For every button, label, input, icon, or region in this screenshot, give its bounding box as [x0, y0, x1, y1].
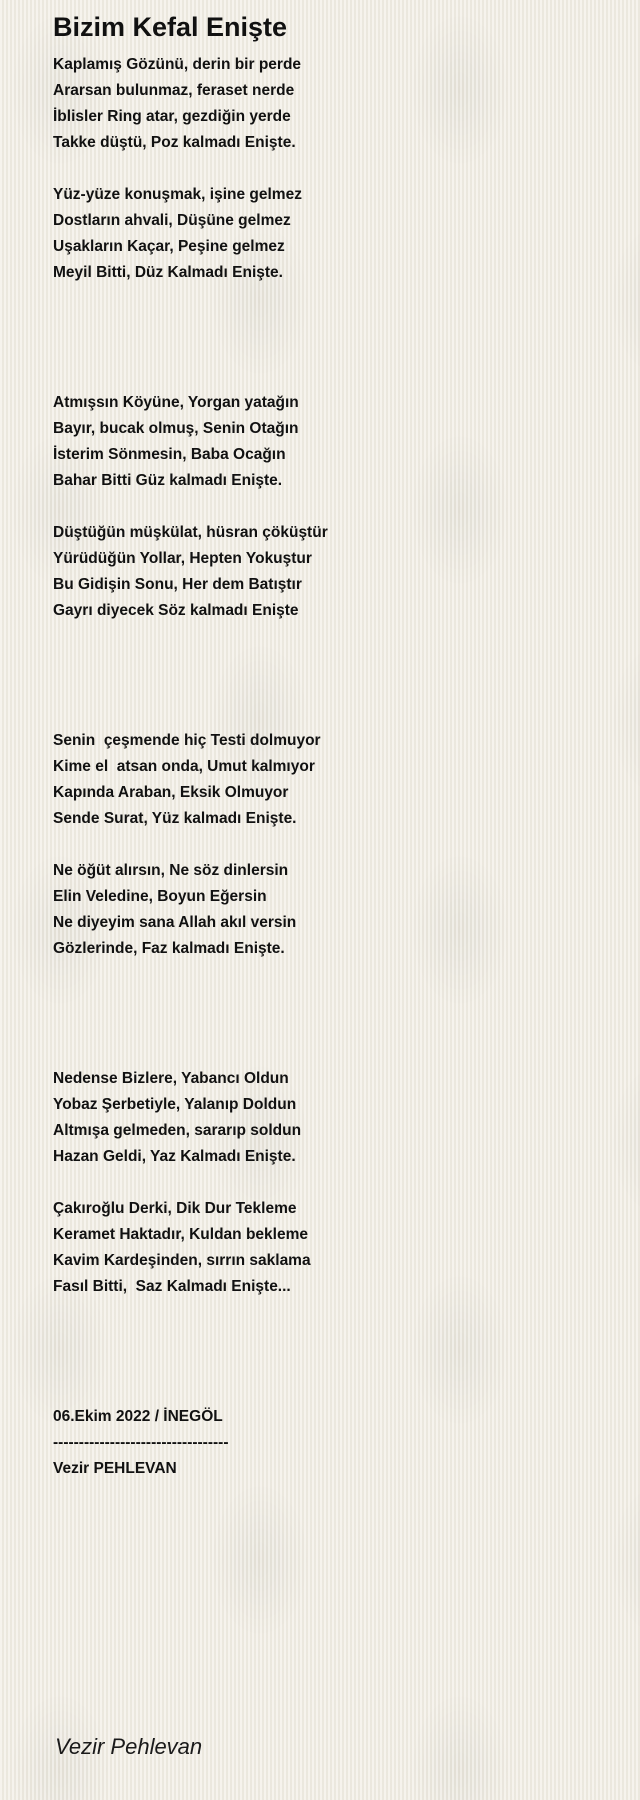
section-spacer	[53, 1300, 613, 1404]
poem-line: Meyil Bitti, Düz Kalmadı Enişte.	[53, 264, 283, 281]
poem-line: Bayır, bucak olmuş, Senin Otağın	[53, 420, 299, 437]
author-signature: Vezir Pehlevan	[55, 1734, 203, 1759]
poem-line: Hazan Geldi, Yaz Kalmadı Enişte.	[53, 1148, 296, 1165]
poem-line: Nedense Bizlere, Yabancı Oldun	[53, 1070, 289, 1087]
poem-line: Bu Gidişin Sonu, Her dem Batıştır	[53, 576, 302, 593]
poem-line: Kavim Kardeşinden, sırrın saklama	[53, 1252, 311, 1269]
poem-line: İblisler Ring atar, gezdiğin yerde	[53, 108, 291, 125]
poem-line: Uşakların Kaçar, Peşine gelmez	[53, 238, 285, 255]
poem-line: Ararsan bulunmaz, feraset nerde	[53, 82, 295, 99]
poem-line: Takke düştü, Poz kalmadı Enişte.	[53, 134, 296, 151]
poem-container	[53, 8, 613, 1482]
separator-line: ----------------------------------	[53, 1434, 229, 1451]
poem-line: Gayrı diyecek Söz kalmadı Enişte	[53, 602, 299, 619]
poem-line: Çakıroğlu Derki, Dik Dur Tekleme	[53, 1200, 297, 1217]
poem-body	[53, 52, 613, 1482]
stanza-5	[53, 728, 613, 832]
poem-line: Kaplamış Gözünü, derin bir perde	[53, 56, 302, 73]
poem-author: Vezir PEHLEVAN	[53, 1460, 177, 1477]
poem-line: Dostların ahvali, Düşüne gelmez	[53, 212, 291, 229]
stanza-4	[53, 520, 613, 624]
poem-line: Kime el atsan onda, Umut kalmıyor	[53, 758, 315, 775]
poem-line: Keramet Haktadır, Kuldan bekleme	[53, 1226, 308, 1243]
stanza-1	[53, 52, 613, 156]
poem-line: Gözlerinde, Faz kalmadı Enişte.	[53, 940, 285, 957]
date-place: 06.Ekim 2022 / İNEGÖL	[53, 1408, 223, 1425]
poem-line: Yüz-yüze konuşmak, işine gelmez	[53, 186, 302, 203]
section-spacer	[53, 286, 613, 390]
section-spacer	[53, 962, 613, 1066]
stanza-3	[53, 390, 613, 494]
stanza-spacer	[53, 1170, 613, 1196]
stanza-6	[53, 858, 613, 962]
poem-line: Ne öğüt alırsın, Ne söz dinlersin	[53, 862, 289, 879]
poem-line: Yürüdüğün Yollar, Hepten Yokuştur	[53, 550, 312, 567]
poem-line: Yobaz Şerbetiyle, Yalanıp Doldun	[53, 1096, 297, 1113]
stanza-spacer	[53, 832, 613, 858]
poem-footer	[53, 1404, 613, 1482]
poem-line: İsterim Sönmesin, Baba Ocağın	[53, 446, 286, 463]
stanza-spacer	[53, 494, 613, 520]
stanza-spacer	[53, 156, 613, 182]
poem-line: Ne diyeyim sana Allah akıl versin	[53, 914, 297, 931]
poem-line: Altmışa gelmeden, sararıp soldun	[53, 1122, 302, 1139]
poem-line: Sende Surat, Yüz kalmadı Enişte.	[53, 810, 297, 827]
poem-line: Atmışsın Köyüne, Yorgan yatağın	[53, 394, 299, 411]
poem-line: Fasıl Bitti, Saz Kalmadı Enişte...	[53, 1278, 291, 1295]
section-spacer	[53, 624, 613, 728]
poem-line: Düştüğün müşkülat, hüsran çöküştür	[53, 524, 328, 541]
stanza-8	[53, 1196, 613, 1300]
poem-line: Kapında Araban, Eksik Olmuyor	[53, 784, 289, 801]
stanza-7	[53, 1066, 613, 1170]
poem-title: Bizim Kefal Enişte	[53, 12, 288, 42]
stanza-2	[53, 182, 613, 286]
poem-line: Elin Veledine, Boyun Eğersin	[53, 888, 267, 905]
poem-line: Bahar Bitti Güz kalmadı Enişte.	[53, 472, 283, 489]
poem-line: Senin çeşmende hiç Testi dolmuyor	[53, 732, 321, 749]
